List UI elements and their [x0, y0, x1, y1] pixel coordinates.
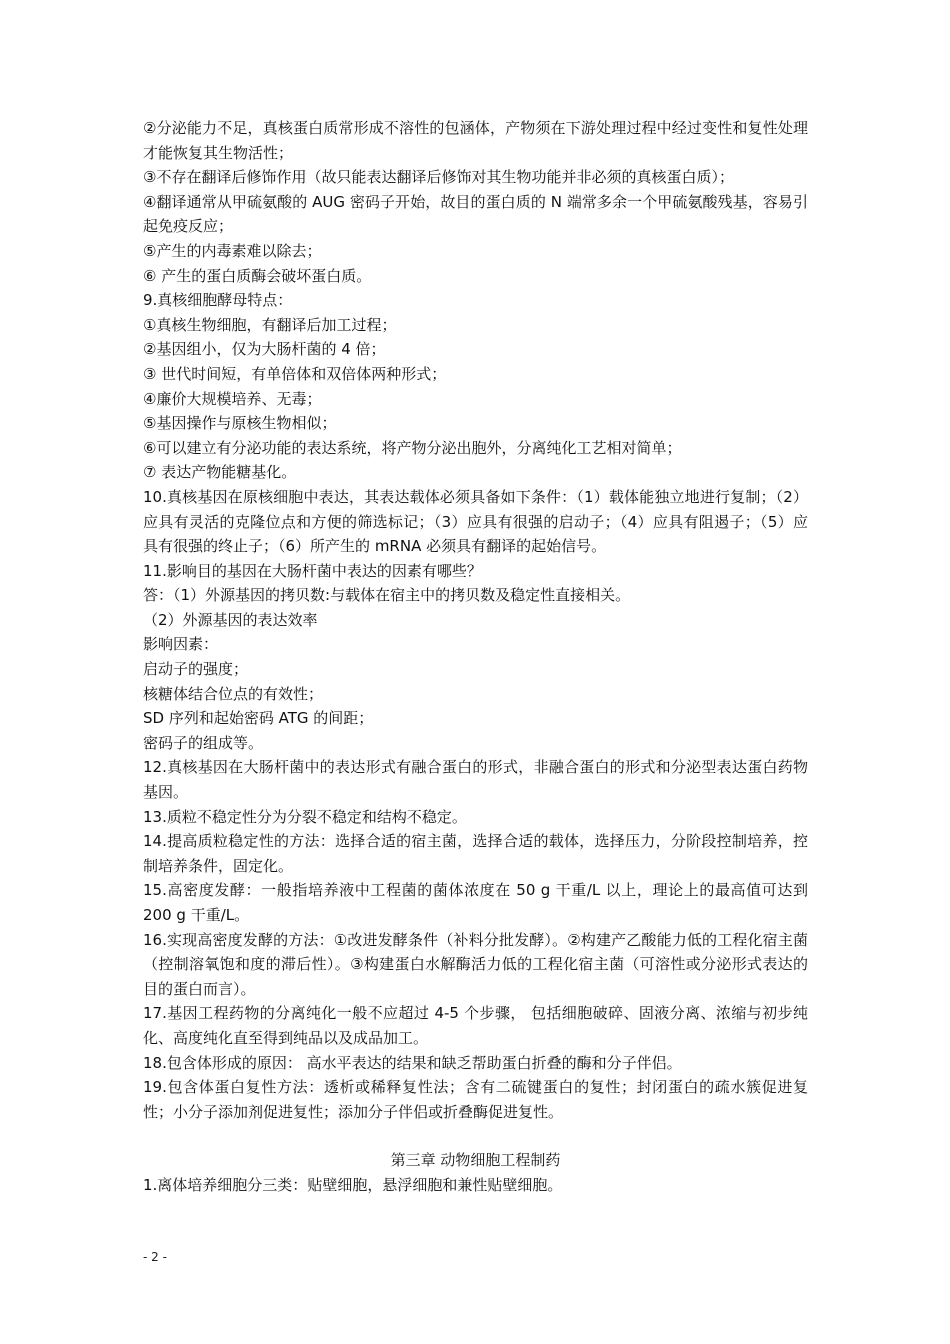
page-number: - 2 -	[143, 1250, 167, 1264]
paragraph: 密码子的组成等。	[143, 733, 264, 752]
paragraph: 19.包含体蛋白复性方法：透析或稀释复性法；含有二硫键蛋白的复性；封闭蛋白的疏水簇促进复性；小分子添加剂促进复性；添加分子伴侣或折叠酶促进复性。	[143, 1078, 808, 1121]
paragraph: 10.真核基因在原核细胞中表达，其表达载体必须具备如下条件：（1）载体能独立地进行复制；（2）应具有灵活的克隆位点和方便的筛选标记；（3）应具有很强的启动子；（4）应具有阻遏子；（5）应具有很强的终止子；（6）所产生的 mRNA 必须具有翻译的起始信号。	[143, 487, 808, 556]
paragraph: 15.高密度发酵：一般指培养液中工程菌的菌体浓度在 50 g 干重/L 以上，理论上的最高值可达到 200 g 干重/L。	[143, 881, 813, 924]
paragraph: （2）外源基因的表达效率	[143, 610, 318, 629]
paragraph: ③ 世代时间短，有单倍体和双倍体两种形式；	[143, 364, 447, 383]
paragraph: ⑦ 表达产物能糖基化。	[143, 463, 297, 482]
section-heading: 11.影响目的基因在大肠杆菌中表达的因素有哪些？	[143, 561, 482, 580]
paragraph: 启动子的强度；	[143, 660, 249, 679]
chapter-title: 第三章 动物细胞工程制药	[390, 1151, 561, 1170]
section-heading: 9.真核细胞酵母特点：	[143, 291, 293, 310]
paragraph: ③不存在翻译后修饰作用（故只能表达翻译后修饰对其生物功能并非必须的真核蛋白质）；	[143, 168, 734, 187]
paragraph: ④翻译通常从甲硫氨酸的 AUG 密码子开始，故目的蛋白质的 N 端常多余一个甲硫氨酸残基，容易引起免疫反应；	[143, 192, 808, 236]
paragraph: ②分泌能力不足，真核蛋白质常形成不溶性的包涵体，产物须在下游处理过程中经过变性和复性处理才能恢复其生物活性；	[143, 119, 808, 162]
paragraph: ⑥可以建立有分泌功能的表达系统，将产物分泌出胞外，分离纯化工艺相对简单；	[143, 438, 682, 457]
paragraph: 核糖体结合位点的有效性；	[143, 684, 324, 703]
paragraph: ⑤基因操作与原核生物相似；	[143, 414, 337, 433]
paragraph: 影响因素：	[143, 635, 219, 654]
paragraph: ④廉价大规模培养、无毒；	[143, 389, 322, 408]
paragraph: 14.提高质粒稳定性的方法：选择合适的宿主菌，选择合适的载体，选择压力，分阶段控制培养，控制培养条件，固定化。	[143, 832, 808, 875]
paragraph: SD 序列和起始密码 ATG 的间距；	[143, 709, 374, 728]
paragraph: 13.质粒不稳定性分为分裂不稳定和结构不稳定。	[143, 807, 467, 826]
paragraph: 12.真核基因在大肠杆菌中的表达形式有融合蛋白的形式，非融合蛋白的形式和分泌型表达蛋白药物基因。	[143, 758, 808, 802]
paragraph: 18.包含体形成的原因： 高水平表达的结果和缺乏帮助蛋白折叠的酶和分子伴侣。	[143, 1053, 682, 1072]
paragraph: 17.基因工程药物的分离纯化一般不应超过 4-5 个步骤， 包括细胞破碎、固液分离、浓缩与初步纯化、高度纯化直至得到纯品以及成品加工。	[143, 1004, 808, 1047]
paragraph: ⑤产生的内毒素难以除去；	[143, 241, 322, 260]
paragraph: ①真核生物细胞，有翻译后加工过程；	[143, 315, 397, 334]
paragraph: 1.离体培养细胞分三类：贴壁细胞，悬浮细胞和兼性贴壁细胞。	[143, 1175, 563, 1194]
paragraph: ②基因组小，仅为大肠杆菌的 4 倍；	[143, 340, 386, 359]
paragraph: 16.实现高密度发酵的方法：①改进发酵条件（补料分批发酵）。②构建产乙酸能力低的工程化宿主菌（控制溶氧饱和度的滞后性）。③构建蛋白水解酶活力低的工程化宿主菌（可溶性或分泌形式表达的目的蛋白而言）。	[143, 930, 808, 998]
paragraph: ⑥ 产生的蛋白质酶会破坏蛋白质。	[143, 266, 372, 285]
paragraph: 答：（1）外源基因的拷贝数:与载体在宿主中的拷贝数及稳定性直接相关。	[143, 586, 631, 605]
page-content	[143, 116, 813, 1198]
